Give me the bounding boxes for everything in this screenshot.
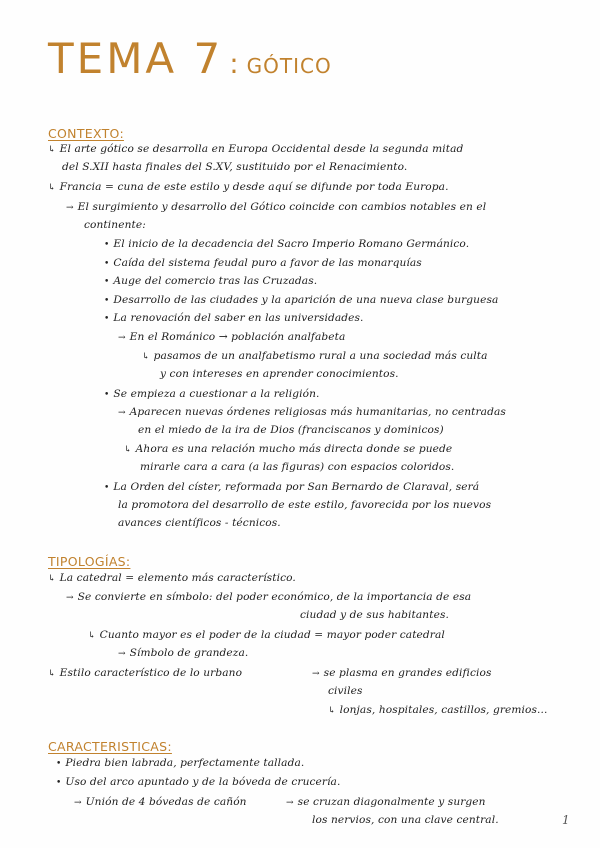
note-line: • La renovación del saber en las universidades. xyxy=(104,312,364,324)
note-line: ↳ Francia = cuna de este estilo y desde aquí se difunde por toda Europa. xyxy=(48,181,449,193)
note-line: → En el Románico → población analfabeta xyxy=(118,331,346,343)
return-arrow-icon: ↳ xyxy=(48,145,56,155)
note-line: la promotora del desarrollo de este estilo, favorecida por los nuevos xyxy=(118,499,492,511)
note-line: ↳ Ahora es una relación mucho más directa donde se puede xyxy=(124,443,453,455)
note-line: y con intereses en aprender conocimientos. xyxy=(160,368,399,380)
note-line: → Aparecen nuevas órdenes religiosas más humanitarias, no centradas xyxy=(118,406,506,418)
arrow-icon: → xyxy=(66,203,74,213)
bullet-icon: • xyxy=(104,296,110,306)
note-line: avances científicos - técnicos. xyxy=(118,517,281,529)
note-line: ↳ lonjas, hospitales, castillos, gremios... xyxy=(328,704,548,716)
return-arrow-icon: ↳ xyxy=(328,706,336,716)
return-arrow-icon: ↳ xyxy=(48,669,56,679)
note-line: → Se convierte en símbolo: del poder económico, de la importancia de esa xyxy=(66,591,472,603)
note-line: • Se empieza a cuestionar a la religión. xyxy=(104,388,320,400)
note-line: • El inicio de la decadencia del Sacro Imperio Romano Germánico. xyxy=(104,238,470,250)
note-line: • Uso del arco apuntado y de la bóveda de crucería. xyxy=(56,776,341,788)
note-line: ↳ pasamos de un analfabetismo rural a una sociedad más culta xyxy=(142,350,488,362)
note-line: del S.XII hasta finales del S.XV, sustituido por el Renacimiento. xyxy=(62,161,408,173)
bullet-icon: • xyxy=(104,259,110,269)
note-line: • Auge del comercio tras las Cruzadas. xyxy=(104,275,318,287)
return-arrow-icon: ↳ xyxy=(48,574,56,584)
bullet-icon: • xyxy=(104,483,110,493)
arrow-icon: → xyxy=(118,408,126,418)
note-line: continente: xyxy=(84,219,146,231)
title-main: TEMA 7 xyxy=(48,34,224,83)
bullet-icon: • xyxy=(56,759,62,769)
note-line: → se plasma en grandes edificios xyxy=(312,667,492,679)
note-line: → El surgimiento y desarrollo del Gótico coincide con cambios notables en el xyxy=(66,201,487,213)
heading-contexto: CONTEXTO: xyxy=(48,126,124,141)
note-line: • Desarrollo de las ciudades y la aparición de una nueva clase burguesa xyxy=(104,294,499,306)
arrow-icon: → xyxy=(66,593,74,603)
page-title xyxy=(48,34,332,83)
bullet-icon: • xyxy=(104,240,110,250)
page-number: 1 xyxy=(562,813,570,827)
bullet-icon: • xyxy=(104,314,110,324)
note-line: ↳ La catedral = elemento más característico. xyxy=(48,572,296,584)
note-line: • La Orden del císter, reformada por San Bernardo de Claraval, será xyxy=(104,481,480,493)
bullet-icon: • xyxy=(104,390,110,400)
note-line: mirarle cara a cara (a las figuras) con espacios coloridos. xyxy=(140,461,455,473)
return-arrow-icon: ↳ xyxy=(88,631,96,641)
arrow-icon: → xyxy=(118,649,126,659)
note-line: → se cruzan diagonalmente y surgen xyxy=(286,796,486,808)
note-line: en el miedo de la ira de Dios (franciscanos y dominicos) xyxy=(138,424,444,436)
arrow-icon: → xyxy=(312,669,320,679)
return-arrow-icon: ↳ xyxy=(124,445,132,455)
note-line: • Caída del sistema feudal puro a favor de las monarquías xyxy=(104,257,422,269)
heading-tipologias: TIPOLOGÍAS: xyxy=(48,554,131,569)
note-line: ↳ Estilo característico de lo urbano xyxy=(48,667,243,679)
note-line: ↳ El arte gótico se desarrolla en Europa Occidental desde la segunda mitad xyxy=(48,143,464,155)
note-line: → Símbolo de grandeza. xyxy=(118,647,249,659)
note-line: los nervios, con una clave central. xyxy=(312,814,499,826)
note-line: ciudad y de sus habitantes. xyxy=(300,609,449,621)
title-sub: GÓTICO xyxy=(246,54,332,78)
bullet-icon: • xyxy=(104,277,110,287)
note-line: • Piedra bien labrada, perfectamente tallada. xyxy=(56,757,305,769)
note-line: → Unión de 4 bóvedas de cañón xyxy=(74,796,247,808)
bullet-icon: • xyxy=(56,778,62,788)
arrow-icon: → xyxy=(286,798,294,808)
return-arrow-icon: ↳ xyxy=(48,183,56,193)
note-line: civiles xyxy=(328,685,363,697)
return-arrow-icon: ↳ xyxy=(142,352,150,362)
note-line: ↳ Cuanto mayor es el poder de la ciudad = mayor poder catedral xyxy=(88,629,445,641)
arrow-icon: → xyxy=(118,333,126,343)
arrow-icon: → xyxy=(74,798,82,808)
heading-caracteristicas: CARACTERISTICAS: xyxy=(48,739,172,754)
title-separator: : xyxy=(229,47,239,80)
